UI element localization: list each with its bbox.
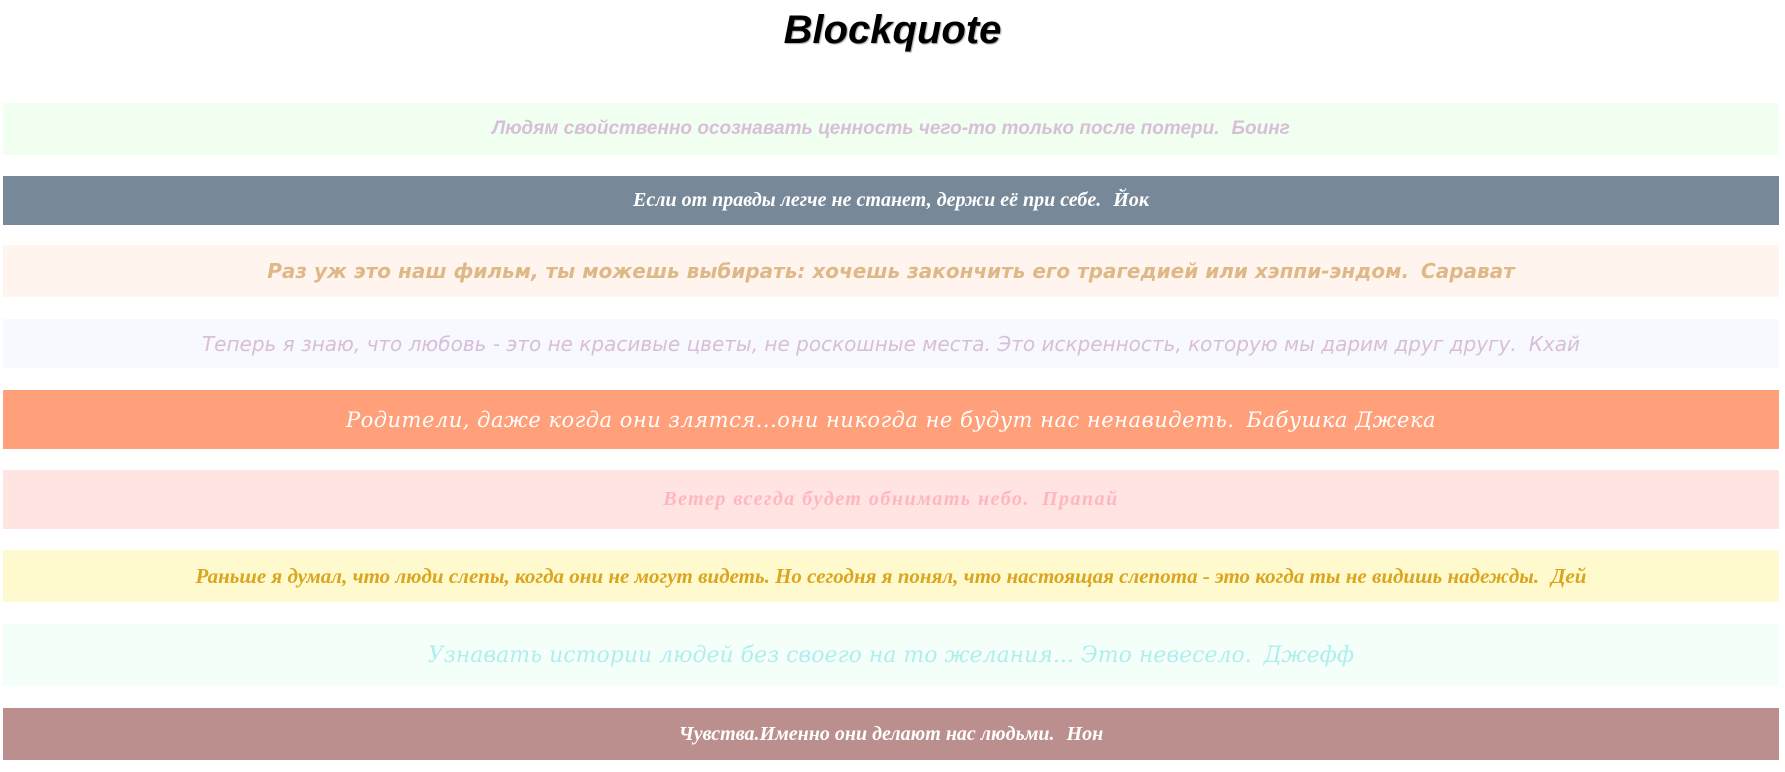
quote-block [3, 550, 1779, 602]
quote-text: Если от правды легче не станет, держи её при себе. [633, 189, 1102, 211]
quote-block [3, 176, 1779, 225]
quote-block [3, 245, 1779, 297]
quote-block [3, 470, 1779, 529]
quote-author: Дей [1551, 563, 1587, 588]
quote-block [3, 708, 1779, 760]
quote-author: Боинг [1231, 118, 1290, 139]
quote-text: Узнавать истории людей без своего на то желания... Это невесело. [427, 642, 1252, 668]
page-title: Blockquote [783, 8, 1002, 52]
quote-author: Нон [1066, 722, 1104, 745]
quote-text: Ветер всегда будет обнимать небо. [663, 488, 1030, 510]
quote-author: Кхай [1528, 331, 1581, 356]
quote-text: Раньше я думал, что люди слепы, когда они не могут видеть. Но сегодня я понял, что настоящая слепота - это когда ты не видишь надежды. [195, 563, 1540, 588]
quote-author: Джефф [1263, 642, 1355, 668]
quote-text: Родители, даже когда они злятся...они никогда не будут нас ненавидеть. [345, 407, 1235, 432]
quote-block [3, 319, 1779, 368]
quote-text: Чувства.Именно они делают нас людьми. [678, 722, 1055, 745]
quote-author: Сарават [1421, 259, 1515, 283]
quote-text: Раз уж это наш фильм, ты можешь выбирать: хочешь закончить его трагедией или хэппи-эндом. [267, 259, 1410, 283]
quote-author: Прапай [1041, 488, 1119, 510]
quote-block [3, 390, 1779, 449]
quote-block [3, 103, 1779, 155]
quote-text: Людям свойственно осознавать ценность чего-то только после потери. [492, 118, 1220, 139]
quote-author: Бабушка Джека [1246, 407, 1437, 432]
quote-author: Йок [1113, 189, 1149, 211]
quote-text: Теперь я знаю, что любовь - это не красивые цветы, не роскошные места. Это искренность, которую мы дарим друг другу. [201, 331, 1517, 356]
quote-block [3, 624, 1779, 686]
